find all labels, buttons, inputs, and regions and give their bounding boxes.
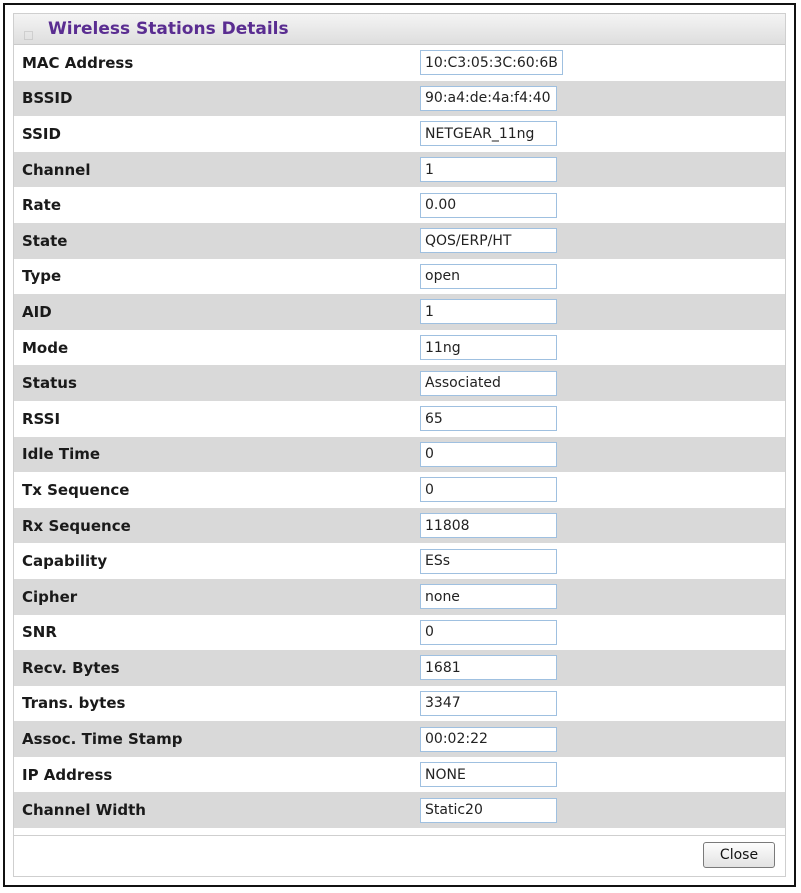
assoc-time-stamp-field[interactable]: 00:02:22 [420, 727, 557, 752]
field-label: Mode [22, 338, 69, 357]
idle-time-field[interactable]: 0 [420, 442, 557, 467]
detail-row-aid [14, 294, 785, 330]
field-label: RSSI [22, 409, 61, 428]
ip-address-field[interactable]: NONE [420, 762, 557, 787]
detail-row-bssid [14, 81, 785, 117]
tx-sequence-field[interactable]: 0 [420, 477, 557, 502]
detail-row-snr [14, 615, 785, 651]
detail-row-channel [14, 152, 785, 188]
detail-row-idle-time [14, 437, 785, 473]
dialog-title: Wireless Stations Details [48, 19, 289, 39]
dialog-panel [13, 13, 786, 877]
field-label: Rx Sequence [22, 516, 131, 535]
detail-row-rssi [14, 401, 785, 437]
state-field[interactable]: QOS/ERP/HT [420, 228, 557, 253]
detail-row-ip-address [14, 757, 785, 793]
rate-field[interactable]: 0.00 [420, 193, 557, 218]
trans-bytes-field[interactable]: 3347 [420, 691, 557, 716]
field-label: Cipher [22, 587, 78, 606]
wireless-stations-dialog [3, 3, 796, 887]
field-label: SSID [22, 124, 61, 143]
field-label: Rate [22, 196, 62, 215]
detail-row-mac-address [14, 45, 785, 81]
field-label: Trans. bytes [22, 694, 126, 713]
detail-row-rate [14, 187, 785, 223]
channel-width-field[interactable]: Static20 [420, 798, 557, 823]
channel-field[interactable]: 1 [420, 157, 557, 182]
field-label: BSSID [22, 89, 73, 108]
title-bar [14, 14, 785, 45]
detail-row-status [14, 365, 785, 401]
snr-field[interactable]: 0 [420, 620, 557, 645]
field-label: MAC Address [22, 53, 134, 72]
detail-row-cipher [14, 579, 785, 615]
detail-row-assoc-time-stamp [14, 721, 785, 757]
field-label: IP Address [22, 765, 113, 784]
field-label: Status [22, 374, 77, 393]
field-label: SNR [22, 623, 57, 642]
mode-field[interactable]: 11ng [420, 335, 557, 360]
field-label: Channel [22, 160, 91, 179]
field-label: Tx Sequence [22, 480, 130, 499]
detail-row-state [14, 223, 785, 259]
status-field[interactable]: Associated [420, 371, 557, 396]
detail-row-recv-bytes [14, 650, 785, 686]
aid-field[interactable]: 1 [420, 299, 557, 324]
detail-row-rx-sequence [14, 508, 785, 544]
bssid-field[interactable]: 90:a4:de:4a:f4:40 [420, 86, 557, 111]
field-label: Capability [22, 552, 108, 571]
field-label: Recv. Bytes [22, 658, 120, 677]
field-label: Type [22, 267, 62, 286]
rssi-field[interactable]: 65 [420, 406, 557, 431]
ssid-field[interactable]: NETGEAR_11ng [420, 121, 557, 146]
field-label: Assoc. Time Stamp [22, 730, 183, 749]
detail-row-trans-bytes [14, 686, 785, 722]
detail-row-type [14, 259, 785, 295]
close-button[interactable]: Close [703, 842, 775, 868]
dialog-footer [14, 835, 785, 876]
dotted-square-icon [24, 25, 33, 34]
capability-field[interactable]: ESs [420, 549, 557, 574]
field-label: Idle Time [22, 445, 101, 464]
detail-row-channel-width [14, 792, 785, 828]
field-label: State [22, 231, 68, 250]
field-label: AID [22, 302, 52, 321]
detail-row-capability [14, 543, 785, 579]
detail-row-tx-sequence [14, 472, 785, 508]
detail-row-mode [14, 330, 785, 366]
field-label: Channel Width [22, 801, 146, 820]
cipher-field[interactable]: none [420, 584, 557, 609]
detail-row-ssid [14, 116, 785, 152]
details-list [14, 45, 785, 828]
recv-bytes-field[interactable]: 1681 [420, 655, 557, 680]
mac-address-field[interactable]: 10:C3:05:3C:60:6B [420, 50, 563, 75]
type-field[interactable]: open [420, 264, 557, 289]
rx-sequence-field[interactable]: 11808 [420, 513, 557, 538]
